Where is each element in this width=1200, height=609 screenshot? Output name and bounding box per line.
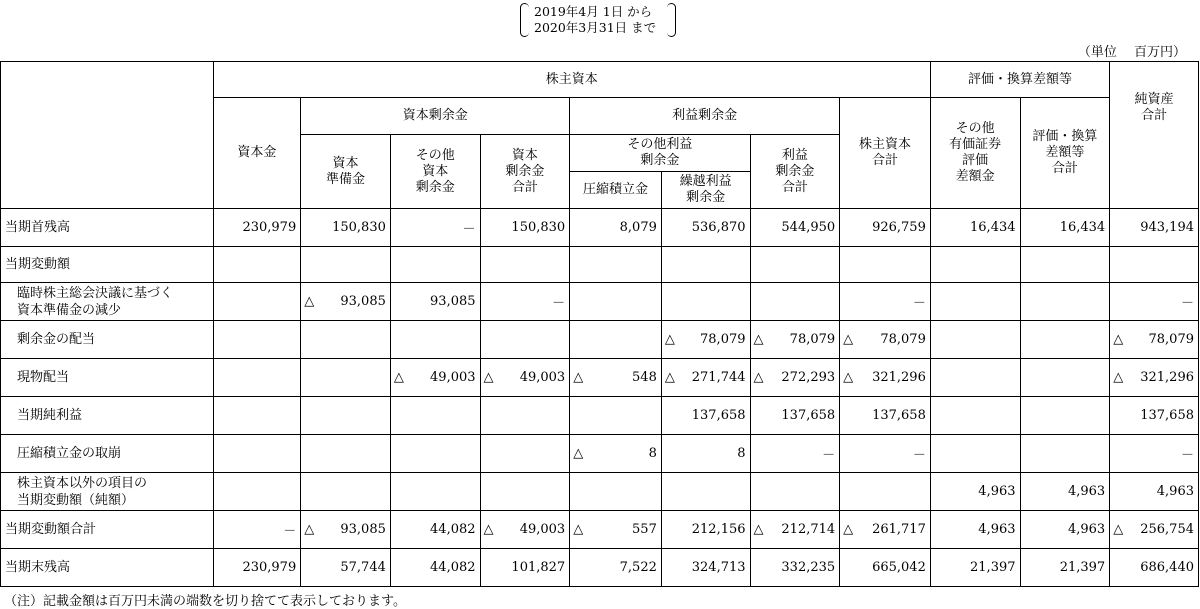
value-cell: 101,827 — [480, 549, 570, 587]
value-cell — [480, 397, 570, 435]
value-cell — [390, 435, 480, 473]
right-bracket — [667, 3, 676, 37]
table-row — [1, 321, 1199, 359]
unit-label: （単位 百万円） — [1077, 45, 1186, 60]
value-cell — [480, 247, 570, 283]
header-kabunushi-shihon: 株主資本 — [213, 62, 930, 98]
table-row — [1, 511, 1199, 549]
value-cell — [390, 397, 480, 435]
table-row — [1, 359, 1199, 397]
cell-value: 557 — [632, 522, 657, 537]
value-cell — [930, 321, 1020, 359]
value-cell: 57,744 — [301, 549, 391, 587]
value-cell: 7,522 — [570, 549, 662, 587]
value-cell: － — [480, 283, 570, 321]
header-asshuku: 圧縮積立金 — [570, 172, 662, 209]
cell-value: 212,714 — [781, 522, 836, 537]
value-cell — [301, 359, 391, 397]
value-cell — [840, 321, 931, 359]
value-cell — [1020, 397, 1110, 435]
value-cell — [1110, 359, 1199, 397]
value-cell — [570, 359, 662, 397]
negative-mark: △ — [393, 370, 404, 385]
value-cell — [840, 511, 931, 549]
value-cell — [930, 283, 1020, 321]
value-cell — [390, 473, 480, 511]
header-sonota-shihon: その他 資本 剰余金 — [390, 135, 480, 209]
value-cell: － — [840, 435, 931, 473]
period-to: 2020年3月31日 まで — [534, 20, 657, 35]
negative-mark: △ — [843, 332, 854, 347]
value-cell: 21,397 — [1020, 549, 1110, 587]
value-cell: 332,235 — [750, 549, 840, 587]
table-row — [1, 549, 1199, 587]
cell-value: 256,754 — [1140, 522, 1194, 537]
row-label: 当期変動額合計 — [1, 511, 214, 549]
value-cell — [750, 247, 840, 283]
header-hyoka-goukei: 評価・換算 差額等 合計 — [1020, 98, 1110, 209]
value-cell — [480, 359, 570, 397]
value-cell — [301, 321, 391, 359]
value-cell — [661, 247, 750, 283]
value-cell — [301, 511, 391, 549]
table-row — [1, 397, 1199, 435]
value-cell — [930, 397, 1020, 435]
value-cell: － — [213, 511, 301, 549]
cell-value: 78,079 — [789, 332, 836, 347]
header-shihon-jouyo-goukei: 資本 剰余金 合計 — [480, 135, 570, 209]
value-cell: 230,979 — [213, 209, 301, 247]
cell-value: 271,744 — [691, 370, 746, 385]
cell-value: 321,296 — [1140, 370, 1194, 385]
row-label: 当期純利益 — [1, 397, 214, 435]
cell-value: 261,717 — [872, 522, 926, 537]
cell-value: 49,003 — [519, 370, 566, 385]
value-cell — [570, 247, 662, 283]
cell-value: 93,085 — [340, 294, 386, 309]
value-cell — [570, 435, 662, 473]
cell-value: 272,293 — [781, 370, 836, 385]
negative-mark: △ — [573, 522, 584, 537]
cell-value: 49,003 — [430, 370, 476, 385]
row-label: 臨時株主総会決議に基づく 資本準備金の減少 — [1, 283, 214, 321]
value-cell — [661, 473, 750, 511]
value-cell: － — [390, 209, 480, 247]
value-cell: 4,963 — [930, 473, 1020, 511]
value-cell: 44,082 — [390, 549, 480, 587]
table-row — [1, 473, 1199, 511]
value-cell — [480, 435, 570, 473]
period-box — [520, 3, 680, 37]
negative-mark: △ — [304, 522, 315, 537]
equity-statement-table — [0, 61, 1199, 587]
row-label: 圧縮積立金の取崩 — [1, 435, 214, 473]
value-cell: 16,434 — [930, 209, 1020, 247]
value-cell: 137,658 — [661, 397, 750, 435]
value-cell — [301, 435, 391, 473]
value-cell: 943,194 — [1110, 209, 1199, 247]
value-cell: 8,079 — [570, 209, 662, 247]
value-cell — [390, 359, 480, 397]
value-cell — [570, 397, 662, 435]
negative-mark: △ — [1113, 370, 1124, 385]
header-shihon-junbikin: 資本 準備金 — [301, 135, 391, 209]
row-label: 株主資本以外の項目の 当期変動額（純額） — [1, 473, 214, 511]
header-rieki-jouyokin: 利益剰余金 — [570, 98, 840, 135]
cell-value: 548 — [632, 370, 657, 385]
value-cell: － — [1110, 435, 1199, 473]
header-shihonkin: 資本金 — [213, 98, 301, 209]
value-cell: 4,963 — [1110, 473, 1199, 511]
value-cell — [213, 397, 301, 435]
value-cell — [750, 359, 840, 397]
value-cell — [301, 247, 391, 283]
value-cell — [1110, 321, 1199, 359]
value-cell — [301, 473, 391, 511]
cell-value: 78,079 — [700, 332, 746, 347]
value-cell: 686,440 — [1110, 549, 1199, 587]
value-cell: 665,042 — [840, 549, 931, 587]
value-cell — [1020, 247, 1110, 283]
value-cell — [1020, 359, 1110, 397]
header-rieki-goukei: 利益 剰余金 合計 — [750, 135, 840, 209]
value-cell — [750, 473, 840, 511]
value-cell — [1110, 511, 1199, 549]
value-cell — [1020, 283, 1110, 321]
negative-mark: △ — [304, 294, 315, 309]
value-cell: 16,434 — [1020, 209, 1110, 247]
value-cell — [570, 473, 662, 511]
cell-value: 49,003 — [519, 522, 566, 537]
value-cell — [301, 283, 391, 321]
value-cell — [750, 321, 840, 359]
table-row — [1, 283, 1199, 321]
row-label: 現物配当 — [1, 359, 214, 397]
value-cell — [390, 247, 480, 283]
value-cell — [213, 473, 301, 511]
negative-mark: △ — [753, 522, 764, 537]
value-cell — [570, 283, 662, 321]
value-cell: 4,963 — [930, 511, 1020, 549]
cell-value: 93,085 — [340, 522, 386, 537]
value-cell: 4,963 — [1020, 511, 1110, 549]
value-cell: 137,658 — [840, 397, 931, 435]
cell-value: 321,296 — [872, 370, 926, 385]
row-label: 当期首残高 — [1, 209, 214, 247]
table-body — [1, 209, 1199, 587]
value-cell: 44,082 — [390, 511, 480, 549]
negative-mark: △ — [664, 370, 675, 385]
value-cell: 150,830 — [301, 209, 391, 247]
row-label: 当期末残高 — [1, 549, 214, 587]
negative-mark: △ — [1113, 522, 1124, 537]
value-cell — [390, 321, 480, 359]
value-cell — [840, 247, 931, 283]
value-cell: 4,963 — [1020, 473, 1110, 511]
negative-mark: △ — [573, 446, 584, 461]
header-junshisan: 純資産 合計 — [1110, 62, 1199, 209]
value-cell — [750, 283, 840, 321]
value-cell — [661, 359, 750, 397]
value-cell — [840, 359, 931, 397]
negative-mark: △ — [1113, 332, 1124, 347]
value-cell — [661, 321, 750, 359]
value-cell — [930, 247, 1020, 283]
value-cell — [213, 321, 301, 359]
value-cell — [840, 473, 931, 511]
value-cell — [1020, 321, 1110, 359]
value-cell: 544,950 — [750, 209, 840, 247]
negative-mark: △ — [753, 370, 764, 385]
header-sonota-yuka: その他 有価証券 評価 差額金 — [930, 98, 1020, 209]
negative-mark: △ — [753, 332, 764, 347]
negative-mark: △ — [483, 522, 494, 537]
value-cell — [301, 397, 391, 435]
value-cell: 137,658 — [1110, 397, 1199, 435]
value-cell — [213, 435, 301, 473]
value-cell — [213, 359, 301, 397]
cell-value: 78,079 — [1148, 332, 1194, 347]
footnote: （注）記載金額は百万円未満の端数を切り捨てて表示しております。 — [4, 594, 406, 609]
header-shihon-jouyokin: 資本剰余金 — [301, 98, 570, 135]
value-cell — [570, 321, 662, 359]
left-bracket — [520, 3, 529, 37]
period-from: 2019年4月 1日 から — [534, 4, 653, 19]
negative-mark: △ — [573, 370, 584, 385]
value-cell: 150,830 — [480, 209, 570, 247]
negative-mark: △ — [843, 370, 854, 385]
value-cell — [1020, 435, 1110, 473]
header-sonota-rieki: その他利益 剰余金 — [570, 135, 750, 172]
value-cell: 926,759 — [840, 209, 931, 247]
value-cell — [930, 359, 1020, 397]
value-cell: 8 — [661, 435, 750, 473]
value-cell — [750, 511, 840, 549]
table-row — [1, 209, 1199, 247]
value-cell — [570, 511, 662, 549]
value-cell: － — [750, 435, 840, 473]
row-label: 当期変動額 — [1, 247, 214, 283]
value-cell — [213, 283, 301, 321]
value-cell: 93,085 — [390, 283, 480, 321]
cell-value: 8 — [648, 446, 657, 461]
value-cell — [213, 247, 301, 283]
negative-mark: △ — [664, 332, 675, 347]
header-kurikoshi: 繰越利益 剰余金 — [661, 172, 750, 209]
value-cell: 536,870 — [661, 209, 750, 247]
value-cell — [480, 321, 570, 359]
value-cell — [480, 473, 570, 511]
value-cell: 137,658 — [750, 397, 840, 435]
table-row — [1, 247, 1199, 283]
negative-mark: △ — [843, 522, 854, 537]
value-cell — [480, 511, 570, 549]
header-hyoka: 評価・換算差額等 — [930, 62, 1109, 98]
value-cell: 230,979 — [213, 549, 301, 587]
value-cell — [661, 283, 750, 321]
value-cell: 324,713 — [661, 549, 750, 587]
table-row — [1, 435, 1199, 473]
value-cell — [930, 435, 1020, 473]
negative-mark: △ — [483, 370, 494, 385]
header-kabunushi-goukei: 株主資本 合計 — [840, 98, 931, 209]
row-label: 剰余金の配当 — [1, 321, 214, 359]
value-cell — [1110, 247, 1199, 283]
value-cell: － — [840, 283, 931, 321]
value-cell: 212,156 — [661, 511, 750, 549]
cell-value: 78,079 — [880, 332, 926, 347]
value-cell: － — [1110, 283, 1199, 321]
header-corner — [1, 62, 214, 209]
value-cell: 21,397 — [930, 549, 1020, 587]
